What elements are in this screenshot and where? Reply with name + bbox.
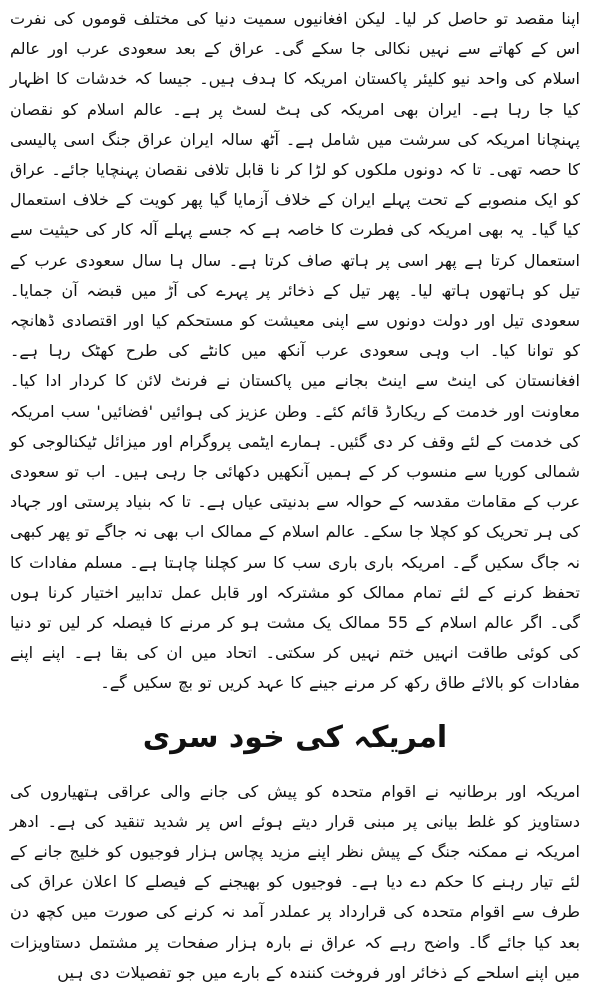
section-heading-container (10, 707, 580, 769)
body-paragraph-top: اپنا مقصد تو حاصل کر لیا۔ لیکن افغانیوں سمیت دنیا کی مختلف قوموں کی نفرت اس کے کھاتے سے نہیں نکالی جا سکے گی۔ عراق کے بعد سعودی عرب اور عالم اسلام کی واحد نیو کلیئر پاکستان امریکہ کا ہدف ہیں۔ جیسا کہ خدشات کا اظہار کیا جا رہا ہے۔ ایران بھی امریکہ کی ہٹ لسٹ پر ہے۔ عالم اسلام کو نقصان پہنچانا امریکہ کی سرشت میں شامل ہے۔ آٹھ سالہ ایران عراق جنگ اسی پالیسی کا حصہ تھی۔ تا کہ دونوں ملکوں کو لڑا کر نا قابل تلافی نقصان پہنچایا جائے۔ عراق کو ایک منصوبے کے تحت پہلے ایران کے خلاف آزمایا گیا پھر کویت کے خلاف استعمال کیا گیا۔ یہ بھی امریکہ کی فطرت کا خاصہ ہے کہ جسے پہلے آلہ کار کی حیثیت سے استعمال کرتا ہے پھر اسی پر ہاتھ صاف کرتا ہے۔ سال ہا سال سعودی عرب کے تیل کو ہاتھوں ہاتھ لیا۔ پھر تیل کے ذخائر پر پہرے کی آڑ میں قبضہ آن جمایا۔ سعودی تیل اور دولت دونوں سے اپنی معیشت کو مستحکم کیا اور اقتصادی ڈھانچہ کو توانا کیا۔ اب وہی سعودی عرب آنکھ میں کانٹے کی طرح کھٹک رہا ہے۔ افغانستان کی اینٹ سے اینٹ بجانے میں پاکستان نے فرنٹ لائن کا کردار ادا کیا۔ معاونت اور خدمت کے ریکارڈ قائم کئے۔ وطن عزیز کی ہوائیں 'فضائیں' سب امریکہ کی خدمت کے لئے وقف کر دی گئیں۔ ہمارے ایٹمی پروگرام اور میزائل ٹیکنالوجی کو شمالی کوریا سے منسوب کر کے ہمیں آنکھیں دکھائی جا رہی ہیں۔ اب تو سعودی عرب کے مقامات مقدسہ کے حوالہ سے بدنیتی عیاں ہے۔ تا کہ بنیاد پرستی اور جہاد کی ہر تحریک کو کچلا جا سکے۔ عالم اسلام کے ممالک اب بھی نہ جاگے تو پھر کبھی نہ جاگ سکیں گے۔ امریکہ باری باری سب کا سر کچلنا چاہتا ہے۔ مسلم مفادات کا تحفظ کرنے کے لئے تمام ممالک کو مشترکہ اور قابل عمل تدابیر اختیار کرنا ہوں گی۔ اگر عالم اسلام کے 55 ممالک یک مشت ہو کر مرنے کا فیصلہ کر لیں تو دنیا کی کوئی طاقت انہیں ختم نہیں کر سکتی۔ اتحاد میں ان کی بقا ہے۔ اپنے اپنے مفادات کو بالائے طاق رکھ کر مرنے جینے کا عہد کریں تو بچ سکیں گے۔ (10, 9, 581, 693)
body-paragraph-bottom: امریکہ اور برطانیہ نے اقوام متحدہ کو پیش کی جانے والی عراقی ہتھیاروں کی دستاویز کو غلط بیانی پر مبنی قرار دیتے ہوئے اس پر شدید تنقید کی ہے۔ ادھر امریکہ نے ممکنہ جنگ کے پیش نظر اپنے مزید پچاس ہزار فوجیوں کو خلیج جانے کے لئے تیار رہنے کا حکم دے دیا ہے۔ فوجیوں کو بھیجنے کے فیصلے کا اعلان عراق کی طرف سے اقوام متحدہ کی قرارداد پر عملدر آمد نہ کرنے کی صورت میں کچھ دن بعد کیا جائے گا۔ واضح رہے کہ عراق نے بارہ ہزار صفحات پر مشتمل دستاویزات میں اپنے اسلحے کے ذخائر اور فروخت کنندہ کے بارے میں جو تفصیلات دی ہیں (10, 781, 580, 982)
section-heading: امریکہ کی خود سری (142, 719, 448, 755)
